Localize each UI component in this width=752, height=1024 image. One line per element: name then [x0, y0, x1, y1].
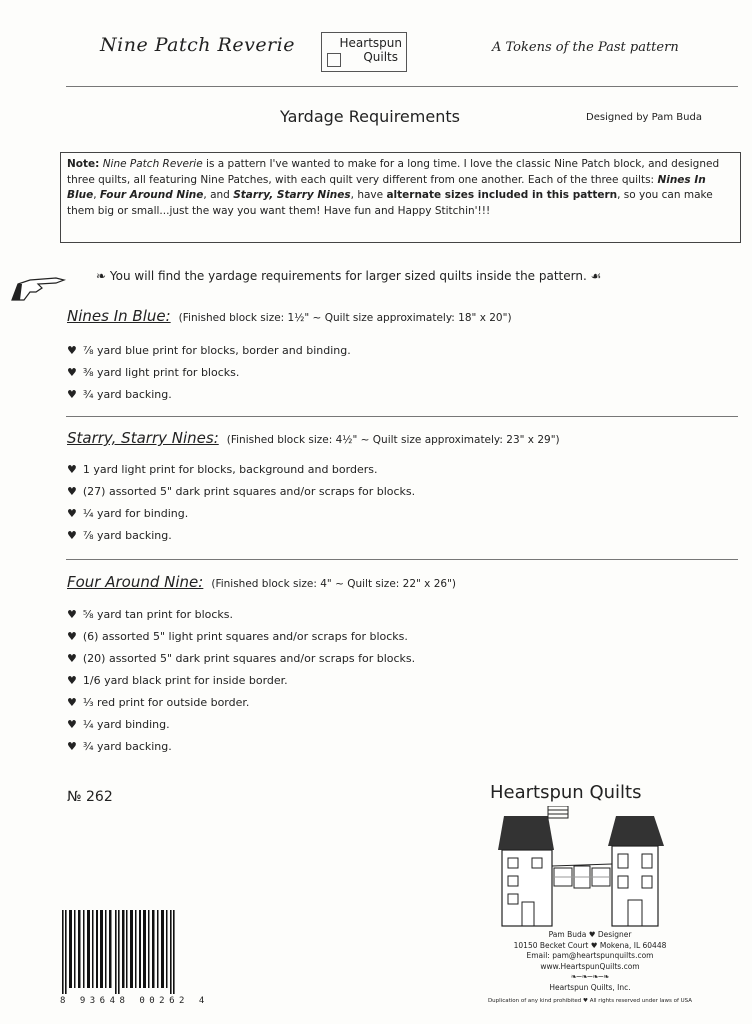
heart-bullet-icon: ♥: [67, 608, 77, 621]
note-quilt-2: Four Around Nine: [99, 189, 204, 201]
item-text: yard backing.: [93, 388, 172, 401]
item-text: yard tan print for blocks.: [93, 608, 234, 621]
item-amount: (20): [82, 652, 106, 665]
note-text-1: is a pattern I've wanted to make for a long time. I love the classic Nine Patch block, and designed three quilts, all featuring Nine Patches, with each quilt very different from one another. Each of the three quilts:: [67, 158, 720, 186]
note-text-2: , have: [350, 189, 387, 201]
item-amount: ¾: [82, 740, 94, 753]
note-quilt-1: Nines In Blue: [67, 173, 706, 201]
note-quilt-3: Starry, Starry Nines: [233, 189, 351, 201]
item-text: yard binding.: [93, 718, 170, 731]
item-text: yard backing.: [93, 740, 172, 753]
item-text: yard for binding.: [93, 507, 189, 520]
item-text: assorted 5" dark print squares and/or scraps for blocks.: [105, 485, 416, 498]
contact-address: 10150 Becket Court ♥ Mokena, IL 60448: [513, 940, 667, 950]
item-amount: ⅜: [82, 366, 94, 379]
note-box: [60, 152, 741, 243]
note-sep-2: , and: [203, 189, 234, 201]
nine-patch-icon: [327, 53, 341, 67]
heartspun-logo: [321, 32, 407, 72]
heart-bullet-icon: ♥: [67, 529, 77, 542]
item-amount: ⅞: [82, 344, 94, 357]
list-item: [67, 718, 170, 731]
list-item: [67, 388, 172, 401]
heart-bullet-icon: ♥: [67, 674, 77, 687]
heart-bullet-icon: ♥: [67, 485, 77, 498]
list-item: [67, 674, 288, 687]
item-text: yard light print for blocks.: [93, 366, 240, 379]
list-item: [67, 696, 249, 709]
list-item: [67, 529, 172, 542]
note-alt-sizes: alternate sizes included in this pattern: [386, 189, 618, 201]
pointing-hand-icon: [8, 270, 68, 304]
contact-email[interactable]: Email: pam@heartspunquilts.com: [526, 951, 654, 960]
item-amount: 1: [82, 463, 90, 476]
contact-company: Heartspun Quilts, Inc.: [549, 982, 631, 992]
header-divider: [66, 86, 738, 87]
item-text: red print for outside border.: [93, 696, 250, 709]
page-title: Yardage Requirements: [280, 107, 460, 126]
contact-designer: Pam Buda ♥ Designer: [548, 930, 632, 939]
pattern-name: Nine Patch Reverie: [100, 34, 295, 56]
item-text: assorted 5" light print squares and/or scraps for blocks.: [98, 630, 408, 643]
logo-line2: Quilts: [363, 50, 398, 64]
section-title: Nines In Blue:: [67, 307, 171, 325]
copyright-notice: Duplication of any kind prohibited ♥ All rights reserved under laws of USA: [487, 998, 693, 1004]
heart-bullet-icon: ♥: [67, 366, 77, 379]
section-spec: (Finished block size: 4" ~ Quilt size: 22" x 26"): [211, 578, 457, 590]
item-amount: ⅝: [82, 608, 94, 621]
logo-line1: Heartspun: [339, 36, 402, 50]
heart-bullet-icon: ♥: [67, 344, 77, 357]
section-nines-in-blue: [67, 307, 512, 325]
section-four-around-nine: [67, 573, 456, 591]
heart-bullet-icon: ♥: [67, 718, 77, 731]
list-item: [67, 630, 408, 643]
heart-bullet-icon: ♥: [67, 696, 77, 709]
item-text: yard blue print for blocks, border and binding.: [93, 344, 351, 357]
list-item: [67, 740, 172, 753]
flourish-left-icon: ❧: [96, 269, 107, 283]
item-text: yard light print for blocks, background and borders.: [89, 463, 378, 476]
item-amount: (27): [82, 485, 106, 498]
heart-bullet-icon: ♥: [67, 507, 77, 520]
section-spec: (Finished block size: 4½" ~ Quilt size approximately: 23" x 29"): [226, 434, 560, 446]
list-item: [67, 344, 351, 357]
section-title: Starry, Starry Nines:: [67, 429, 219, 447]
list-item: [67, 366, 239, 379]
item-amount: ⅓: [82, 696, 94, 709]
contact-divider-icon: ❧─❧─❧─❧: [570, 972, 610, 981]
item-text: yard backing.: [93, 529, 172, 542]
barcode-number: 8 93648 00262 4: [60, 996, 209, 1006]
list-item: [67, 608, 233, 621]
designer-credit: Designed by Pam Buda: [586, 112, 702, 123]
barcode-icon: [60, 910, 180, 994]
series-name: A Tokens of the Past pattern: [492, 40, 679, 55]
note-sep-1: ,: [93, 189, 100, 201]
pattern-number: № 262: [67, 789, 113, 805]
list-item: [67, 485, 415, 498]
item-amount: (6): [82, 630, 99, 643]
item-amount: ¼: [82, 507, 94, 520]
heart-bullet-icon: ♥: [67, 652, 77, 665]
brand-name: Heartspun Quilts: [490, 782, 642, 803]
section-spec: (Finished block size: 1½" ~ Quilt size approximately: 18" x 20"): [178, 312, 512, 324]
list-item: [67, 463, 377, 476]
contact-info: [470, 930, 710, 993]
list-item: [67, 652, 415, 665]
item-amount: ¼: [82, 718, 94, 731]
section-title: Four Around Nine:: [67, 573, 204, 591]
contact-website[interactable]: www.HeartspunQuilts.com: [540, 961, 640, 971]
info-text: You will find the yardage requirements for larger sized quilts inside the pattern.: [109, 269, 587, 283]
section-divider: [66, 416, 738, 417]
list-item: [67, 507, 188, 520]
item-amount: ⅞: [82, 529, 94, 542]
heart-bullet-icon: ♥: [67, 630, 77, 643]
section-starry-nines: [67, 429, 560, 447]
item-text: yard black print for inside border.: [100, 674, 288, 687]
section-divider: [66, 559, 738, 560]
heart-bullet-icon: ♥: [67, 463, 77, 476]
flourish-right-icon: ☙: [590, 269, 602, 283]
note-pattern-name: Nine Patch Reverie: [102, 158, 203, 170]
item-amount: ¾: [82, 388, 94, 401]
note-text-3: , so you can make them big or small...just the way you want them! Have fun and Happy Stitchin'!!!: [67, 189, 713, 217]
heart-bullet-icon: ♥: [67, 388, 77, 401]
item-amount: 1/6: [82, 674, 101, 687]
heart-bullet-icon: ♥: [67, 740, 77, 753]
houses-illustration: [492, 806, 672, 928]
item-text: assorted 5" dark print squares and/or scraps for blocks.: [105, 652, 416, 665]
note-label: Note:: [67, 158, 100, 170]
info-line: [96, 269, 601, 283]
